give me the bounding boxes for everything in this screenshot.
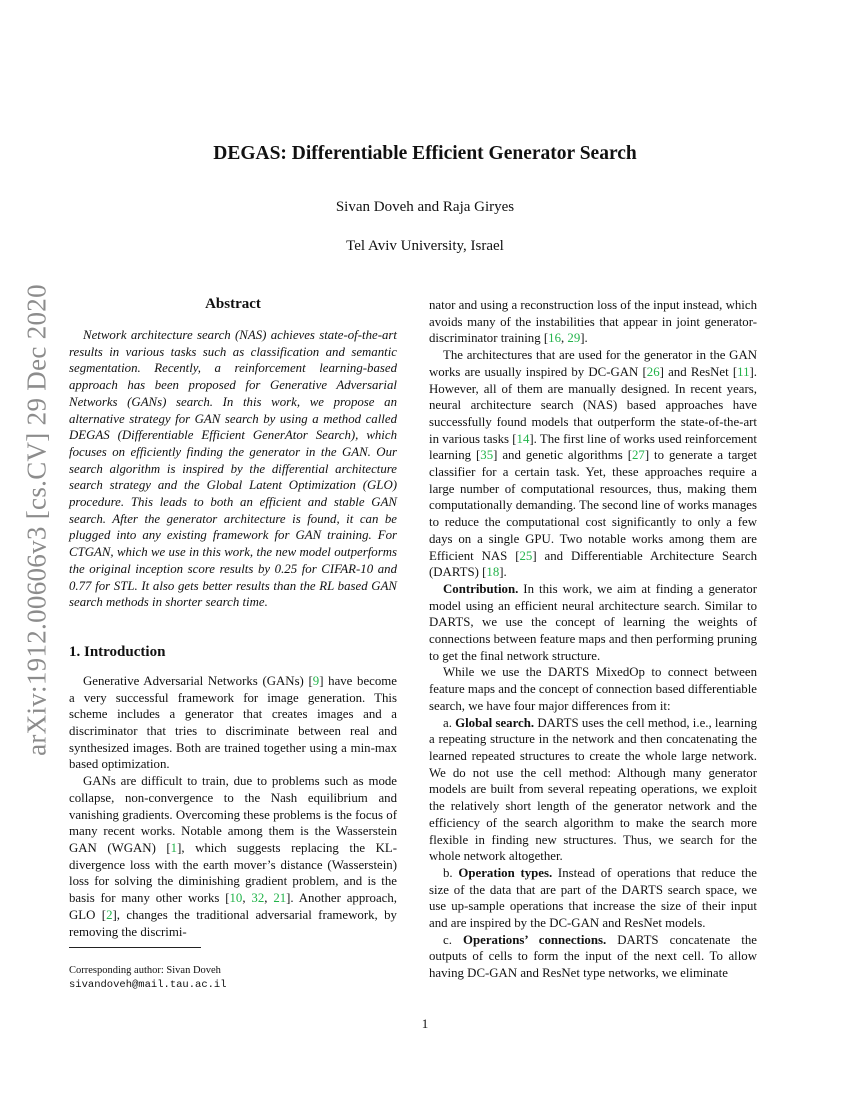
footnote-corresponding-author: Corresponding author: Sivan Doveh	[69, 965, 221, 976]
citation-link[interactable]: 11	[737, 364, 750, 379]
contribution-paragraph: Contribution. In this work, we aim at finding a generator model using an efficient neural architecture search. Similar to DARTS, we use the concept of learning the weights of connections between feature maps and then performing pruning to get the final network structure.	[429, 581, 757, 663]
citation-link[interactable]: 10	[229, 891, 243, 906]
introduction-heading: 1. Introduction	[69, 643, 166, 660]
right-paragraph-2: The architectures that are used for the generator in the GAN works are usually inspired by DC-GAN [26] and ResNet [11]. However, all of them are manually designed. In recent years, neural architecture search (NAS) based approaches have successfully found models that outperform the state-of-the-art in various tasks [14]. The first line of works used reinforcement learning [35] and genetic algorithms [27] to generate a target classifier for a certain task. Yet, these approaches require a large number of computational resources, thus, making them computationally demanding. The second line of works manages to reduce the computational cost significantly to only a few days on a single GPU. Two notable works among them are Efficient NAS [25] and Differentiable Architecture Search (DARTS) [18].	[429, 348, 758, 580]
contribution-label: Contribution.	[443, 581, 519, 596]
footnote-email: sivandoveh@mail.tau.ac.il	[69, 979, 227, 991]
difference-operations-connections: c. Operations’ connections. DARTS concatenate the outputs of cells to form the input of the next cell. To allow having DC-GAN and ResNet type networks, we eliminate	[429, 932, 757, 981]
arxiv-identifier-text: arXiv:1912.00606v3 [cs.CV] 29 Dec 2020	[21, 284, 52, 756]
citation-link[interactable]: 1	[170, 840, 178, 855]
citation-link[interactable]: 26	[646, 364, 660, 379]
citation-link[interactable]: 2	[106, 907, 113, 922]
footnote-divider	[69, 947, 201, 948]
right-paragraph-4: While we use the DARTS MixedOp to connect between feature maps and the concept of connection based differentiable search, we have four major differences from it:	[429, 665, 757, 713]
right-column	[429, 297, 757, 982]
citation-link[interactable]: 25	[519, 548, 533, 563]
intro-paragraph-1: Generative Adversarial Networks (GANs) [9] have become a very successful framework for image generation. This scheme includes a generator that creates images and a discriminator that tries to discriminate between real and synthesized images. Both are trained together using a min-max based optimization.	[69, 673, 397, 772]
difference-operation-types: b. Operation types. Instead of operations that reduce the size of the data that are part of the DARTS search space, we use up-sample operations that increase the size of their input and are inspired by the DC-GAN and ResNet models.	[429, 865, 757, 931]
abstract-text: Network architecture search (NAS) achieves state-of-the-art results in various tasks such as classification and semantic segmentation. Recently, a reinforcement learning-based approach has been proposed for Generative Adversarial Networks (GANs) search. In this work, we propose an alternative strategy for GAN search by using a method called DEGAS (Differentiable Efficient GenerAtor Search), which focuses on efficiently finding the generator in the GAN. Our search algorithm is inspired by the differential architecture search strategy and the Global Latent Optimization (GLO) procedure. This leads to both an efficient and stable GAN search. After the generator architecture is found, it can be plugged into any existing framework for GAN training. For CTGAN, which we use in this work, the new model outperforms the original inception score results by 0.25 for CIFAR-10 and 0.77 for STL. It also gets better results than the RL based GAN search methods in shorter search time.	[69, 328, 397, 610]
paper-authors: Sivan Doveh and Raja Giryes	[335, 199, 515, 215]
page-number: 1	[421, 1016, 429, 1031]
abstract-heading: Abstract	[205, 296, 261, 312]
intro-paragraph-2: GANs are difficult to train, due to problems such as mode collapse, non-convergence to the Nash equilibrium and vanishing gradients. Overcoming these problems is the focus of many recent works. Notable among them is the Wasserstein GAN (WGAN) [1], which suggests replacing the KL-divergence loss with the earth mover’s distance (Wasserstein) loss for solving the diminishing gradient problem, and is the basis for many other works [10, 32, 21]. Another approach, GLO [2], changes the traditional adversarial framework, by removing the discrimi-	[69, 774, 397, 939]
citation-link[interactable]: 35	[480, 448, 494, 463]
arxiv-identifier-stamp	[14, 284, 60, 756]
right-paragraph-1: nator and using a reconstruction loss of the input instead, which avoids many of the instabilities that appear in joint generator-discriminator training [16, 29].	[429, 298, 757, 346]
citation-link[interactable]: 9	[312, 673, 320, 688]
paper-affiliation: Tel Aviv University, Israel	[346, 238, 504, 254]
footnote	[69, 947, 399, 992]
citation-link[interactable]: 29	[567, 331, 581, 346]
citation-link[interactable]: 16	[548, 331, 561, 346]
citation-link[interactable]: 14	[516, 431, 530, 446]
paper-title: DEGAS: Differentiable Efficient Generator Search	[213, 143, 637, 164]
left-column	[69, 294, 397, 940]
citation-link[interactable]: 21	[273, 891, 287, 906]
difference-global-search: a. Global search. DARTS uses the cell method, i.e., learning a repeating structure in the network and then concatenating the learned repeated structures to create the whole large network. We do not use the cell method: Although many generator models are built from several repeating operations, we exploit the relatively short length of the generator network and the efficiency of the search algorithm to make the search more flexible in finding new structures. Thus, we search for the whole network altogether.	[429, 715, 757, 864]
citation-link[interactable]: 27	[631, 448, 645, 463]
citation-link[interactable]: 18	[486, 565, 500, 580]
citation-link[interactable]: 32	[251, 891, 265, 906]
